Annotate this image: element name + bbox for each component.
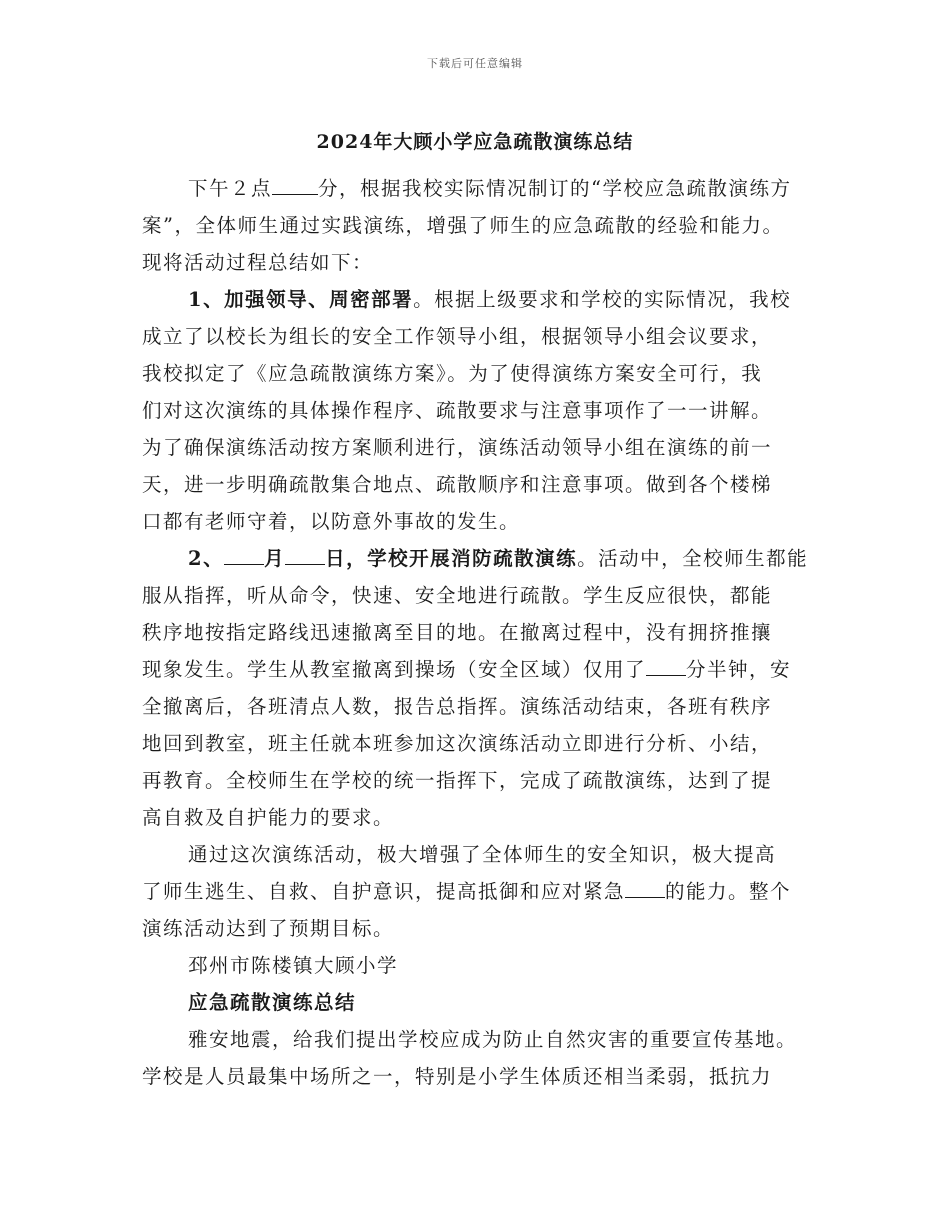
paragraph-line: 案”，全体师生通过实践演练，增强了师生的应急疏散的经验和能力。 xyxy=(142,214,784,237)
paragraph-line: 成立了以校长为组长的安全工作领导小组，根据领导小组会议要求， xyxy=(142,325,773,348)
paragraph-line: 全撤离后，各班清点人数，报告总指挥。演练活动结束，各班有秩序 xyxy=(142,695,773,718)
paragraph-line xyxy=(142,281,814,318)
paragraph-line: 秩序地按指定路线迅速撤离至目的地。在撤离过程中，没有拥挤推攘 xyxy=(142,621,773,644)
text-span: 现象发生。学生从教室撤离到操场（安全区域）仅用了 xyxy=(142,658,647,681)
paragraph-line xyxy=(142,170,814,207)
paragraph-line: 服从指挥，听从命令，快速、安全地进行疏散。学生反应很快，都能 xyxy=(142,584,773,607)
text-span: 分，根据我校实际情况制订的“学校应急疏散演练方 xyxy=(318,177,792,200)
paragraph-line: 现将活动过程总结如下： xyxy=(142,251,374,274)
fill-in-blank xyxy=(625,875,665,898)
paragraph-line: 演练活动达到了预期目标。 xyxy=(142,917,395,940)
fill-in-blank xyxy=(285,542,325,565)
paragraph-line: 为了确保演练活动按方案顺利进行，演练活动领导小组在演练的前一 xyxy=(142,436,773,459)
header-note: 下载后可任意编辑 xyxy=(427,57,523,70)
section-heading: 1、加强领导、周密部署 xyxy=(188,288,414,311)
fill-in-blank xyxy=(646,653,686,676)
document-body xyxy=(142,170,814,1095)
fill-in-blank xyxy=(272,172,318,195)
paragraph-line: 学校是人员最集中场所之一，特别是小学生体质还相当柔弱，抵抗力 xyxy=(142,1065,773,1088)
paragraph-line: 地回到教室，班主任就本班参加这次演练活动立即进行分析、小结， xyxy=(142,732,773,755)
text-span: 2、 xyxy=(188,547,225,570)
text-span: 。根据上级要求和学校的实际情况，我校 xyxy=(413,288,792,311)
text-span: 的能力。整个 xyxy=(665,880,792,903)
paragraph-line: 们对这次演练的具体操作程序、疏散要求与注意事项作了一一讲解。 xyxy=(142,399,773,422)
signature: 邳州市陈楼镇大顾小学 xyxy=(188,954,399,977)
text-span: 分半钟，安 xyxy=(686,658,792,681)
text-span: 下午２点 xyxy=(188,177,273,200)
paragraph-line: 通过这次演练活动，极大增强了全体师生的安全知识，极大提高 xyxy=(188,843,777,866)
paragraph-line xyxy=(142,540,814,577)
paragraph-line: 再教育。全校师生在学校的统一指挥下，完成了疏散演练，达到了提 xyxy=(142,769,773,792)
paragraph-line xyxy=(142,651,814,688)
text-span: 日，学校开展消防疏散演练 xyxy=(325,547,578,570)
paragraph-line: 天，进一步明确疏散集合地点、疏散顺序和注意事项。做到各个楼梯 xyxy=(142,473,773,496)
fill-in-blank xyxy=(224,542,264,565)
document-title: 2024年大顾小学应急疏散演练总结 xyxy=(316,131,634,153)
section-heading xyxy=(188,547,577,570)
paragraph-line: 高自救及自护能力的要求。 xyxy=(142,806,395,829)
text-span: 。活动中，全校师生都能 xyxy=(577,547,809,570)
paragraph-line: 我校拟定了《应急疏散演练方案》。为了使得演练方案安全可行，我 xyxy=(142,362,763,385)
paragraph-line: 雅安地震，给我们提出学校应成为防止自然灾害的重要宣传基地。 xyxy=(188,1028,798,1051)
text-span: 月 xyxy=(264,547,286,570)
paragraph-line: 口都有老师守着，以防意外事故的发生。 xyxy=(142,510,521,533)
paragraph-line xyxy=(142,873,814,910)
text-span: 了师生逃生、自救、自护意识，提高抵御和应对紧急 xyxy=(142,880,626,903)
section-title: 应急疏散演练总结 xyxy=(188,991,357,1014)
